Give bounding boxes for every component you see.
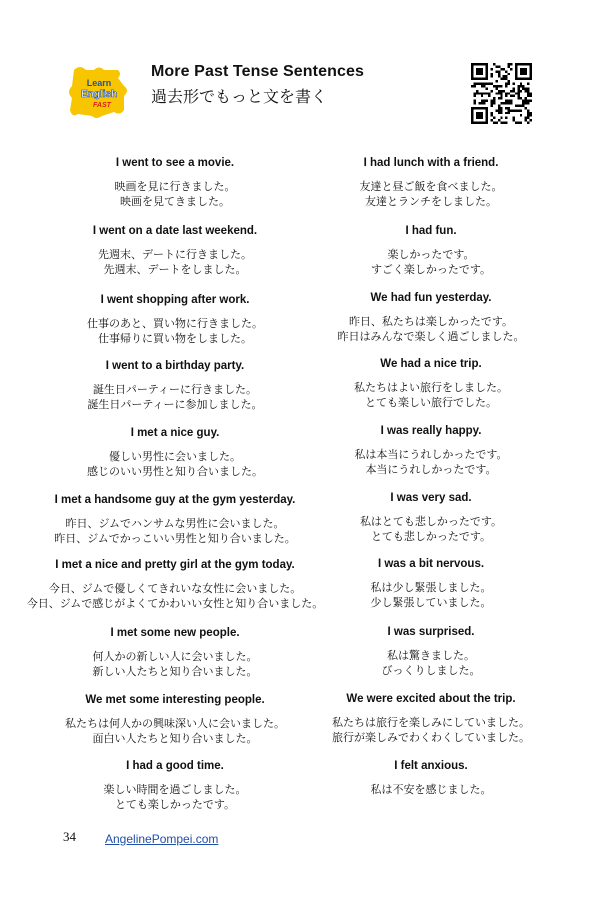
english-sentence: I met a nice guy. (130, 427, 220, 439)
japanese-translation: 誕生日パーティーに行きました。 誕生日パーティーに参加しました。 (87, 383, 263, 411)
english-sentence: I went to see a movie. (115, 157, 235, 169)
japanese-translation: 私はとても悲しかったです。 とても悲しかったです。 (359, 515, 503, 543)
japanese-translation: 私は不安を感じました。 (370, 783, 492, 796)
japanese-translation: 私は驚きました。 びっくりしました。 (381, 649, 481, 677)
english-sentence: We had fun yesterday. (370, 292, 492, 304)
japanese-translation: 昨日、私たちは楽しかったです。 昨日はみんなで楽しく過ごしました。 (337, 315, 525, 343)
sentence-item (25, 693, 325, 746)
learn-english-fast-logo (66, 64, 132, 120)
english-sentence: I met some new people. (110, 627, 240, 639)
sentence-item (25, 224, 325, 277)
sentence-item (25, 156, 325, 209)
japanese-translation: 先週末、デートに行きました。 先週末、デートをしました。 (98, 248, 252, 276)
sentence-item (25, 359, 325, 412)
english-sentence: I had lunch with a friend. (363, 157, 499, 169)
japanese-translation: 昨日、ジムでハンサムな男性に会いました。 昨日、ジムでかっこいい男性と知り合いました。 (54, 517, 296, 545)
japanese-translation: 優しい男性に会いました。 感じのいい男性と知り合いました。 (87, 450, 263, 478)
japanese-translation: 何人かの新しい人に会いました。 新しい人たちと知り合いました。 (92, 650, 258, 678)
japanese-translation: 映画を見に行きました。 映画を見てきました。 (114, 180, 236, 208)
japanese-translation: 私たちは何人かの興味深い人に会いました。 面白い人たちと知り合いました。 (65, 717, 285, 745)
english-sentence: I met a nice and pretty girl at the gym today. (55, 559, 295, 571)
sentence-item (25, 759, 325, 812)
sentence-item (281, 224, 581, 277)
page-number: 34 (63, 829, 76, 844)
sentence-item (281, 424, 581, 477)
english-sentence: We were excited about the trip. (346, 693, 516, 705)
page-title: More Past Tense Sentences (151, 63, 364, 80)
english-sentence: We had a nice trip. (380, 358, 482, 370)
english-sentence: I was very sad. (390, 492, 472, 504)
japanese-translation: 私たちは旅行を楽しみにしていました。 旅行が楽しみでわくわくしていました。 (332, 716, 530, 744)
japanese-translation: 私は少し緊張しました。 少し緊張していました。 (370, 581, 492, 609)
sentence-item (25, 558, 325, 611)
english-sentence: I met a handsome guy at the gym yesterday. (54, 494, 296, 506)
qr-code-icon (471, 63, 532, 124)
sentence-item (281, 557, 581, 610)
english-sentence: I had fun. (405, 225, 457, 237)
page-subtitle-japanese: 過去形でもっと文を書く (151, 87, 328, 106)
sentence-item (25, 626, 325, 679)
japanese-translation: 今日、ジムで優しくてきれいな女性に会いました。 今日、ジムで感じがよくてかわいい女性と知り合いました。 (26, 582, 324, 610)
sentence-item (281, 692, 581, 745)
japanese-translation: 友達と昼ご飯を食べました。 友達とランチをしました。 (359, 180, 503, 208)
english-sentence: I went shopping after work. (100, 294, 250, 306)
english-sentence: I was a bit nervous. (377, 558, 485, 570)
logo-text-english: English (80, 89, 118, 100)
english-sentence: I went on a date last weekend. (92, 225, 258, 237)
website-link[interactable]: AngelinePompei.com (105, 832, 219, 846)
japanese-translation: 私は本当にうれしかったです。 本当にうれしかったです。 (354, 448, 508, 476)
english-sentence: I had a good time. (126, 760, 224, 772)
sentence-item (25, 493, 325, 546)
sentence-item (25, 426, 325, 479)
japanese-translation: 楽しい時間を過ごしました。 とても楽しかったです。 (103, 783, 247, 811)
sentence-item (281, 491, 581, 544)
sentence-item (25, 293, 325, 346)
japanese-translation: 私たちはよい旅行をしました。 とても楽しい旅行でした。 (354, 381, 508, 409)
english-sentence: I went to a birthday party. (105, 360, 245, 372)
sentence-item (281, 291, 581, 344)
sentence-item (281, 357, 581, 410)
logo-text-learn: Learn (86, 78, 112, 88)
english-sentence: I was really happy. (380, 425, 482, 437)
logo-text-fast: FAST (93, 102, 111, 109)
sentence-item (281, 759, 581, 797)
japanese-translation: 楽しかったです。 すごく楽しかったです。 (370, 248, 492, 276)
japanese-translation: 仕事のあと、買い物に行きました。 仕事帰りに買い物をしました。 (87, 317, 263, 345)
english-sentence: I was surprised. (387, 626, 475, 638)
english-sentence: We met some interesting people. (85, 694, 265, 706)
sentence-item (281, 156, 581, 209)
sentence-item (281, 625, 581, 678)
english-sentence: I felt anxious. (394, 760, 468, 772)
